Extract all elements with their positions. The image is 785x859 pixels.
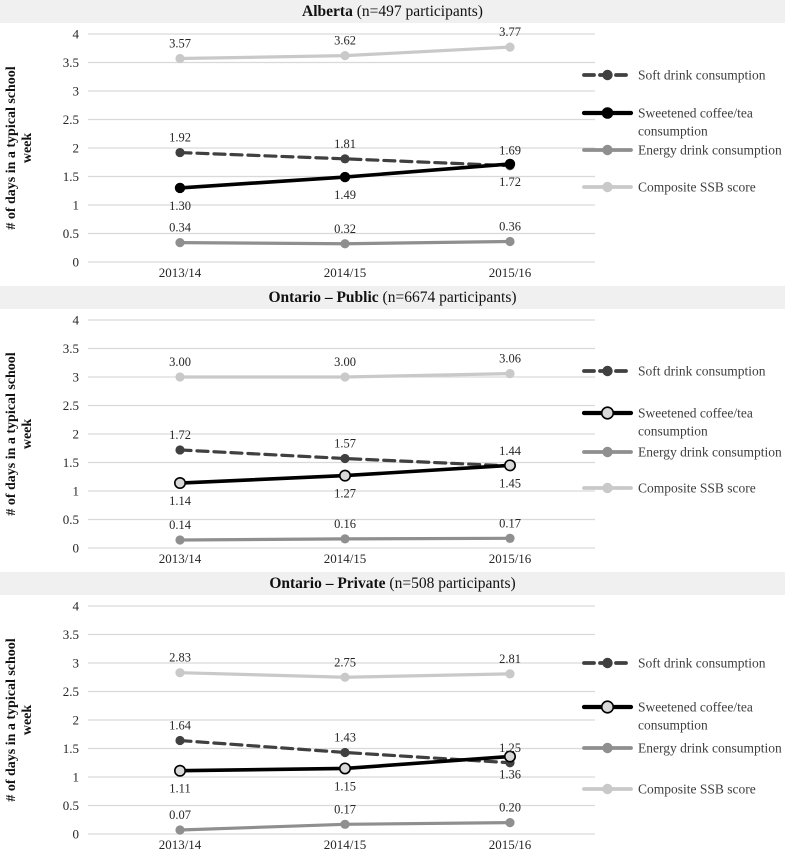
y-tick-label: 3 <box>72 655 79 671</box>
data-point-coffee_tea <box>505 460 515 470</box>
y-tick-label: 2 <box>72 426 79 442</box>
y-axis-title-line2: week <box>20 418 35 450</box>
data-label-coffee_tea: 1.27 <box>334 486 356 501</box>
chart-title-region: Alberta <box>302 3 353 20</box>
data-label-coffee_tea: 1.45 <box>499 476 521 491</box>
data-point-composite_ssb <box>175 668 184 677</box>
x-tick-label: 2013/14 <box>158 551 202 566</box>
x-tick-label: 2014/15 <box>323 837 367 852</box>
y-tick-label: 1.5 <box>62 169 79 184</box>
data-label-soft_drink: 1.44 <box>499 443 521 458</box>
y-axis-title-line2: week <box>20 132 35 164</box>
y-tick-label: 1.5 <box>62 741 79 756</box>
data-point-coffee_tea <box>340 470 350 480</box>
data-point-composite_ssb <box>340 51 349 60</box>
legend-label-soft_drink: Soft drink consumption <box>638 67 766 83</box>
data-point-coffee_tea <box>340 172 350 182</box>
legend-label-composite_ssb: Composite SSB score <box>638 781 756 797</box>
legend-marker-soft_drink <box>602 366 612 376</box>
x-tick-label: 2013/14 <box>158 265 202 280</box>
data-point-energy_drink <box>175 238 184 247</box>
y-tick-label: 3 <box>72 369 79 385</box>
data-point-composite_ssb <box>505 669 514 678</box>
data-label-coffee_tea: 1.30 <box>169 198 191 213</box>
legend-label-composite_ssb: Composite SSB score <box>638 179 756 195</box>
y-axis-title-line1: # of days in a typical school <box>4 352 19 516</box>
y-axis-title-line1: # of days in a typical school <box>4 66 19 230</box>
data-point-composite_ssb <box>340 673 349 682</box>
legend-marker-coffee_tea <box>602 107 614 119</box>
legend-marker-composite_ssb <box>602 182 612 192</box>
x-tick-label: 2015/16 <box>488 837 532 852</box>
y-tick-label: 1 <box>72 197 79 213</box>
y-tick-label: 0 <box>72 254 79 270</box>
y-tick-label: 3.5 <box>62 55 79 70</box>
data-point-energy_drink <box>175 535 184 544</box>
chart-section-alberta <box>0 0 785 286</box>
data-point-composite_ssb <box>505 43 514 52</box>
chart-title-region: Ontario – Private <box>269 575 386 592</box>
chart-title-sample: (n=508 participants) <box>385 575 516 592</box>
data-label-composite_ssb: 3.06 <box>499 351 521 366</box>
y-tick-label: 3.5 <box>62 627 79 642</box>
data-point-soft_drink <box>340 154 349 163</box>
data-label-energy_drink: 0.16 <box>334 516 356 531</box>
data-label-composite_ssb: 3.00 <box>334 355 356 369</box>
x-tick-label: 2014/15 <box>323 551 367 566</box>
data-label-composite_ssb: 3.00 <box>169 355 191 369</box>
data-point-coffee_tea <box>340 763 350 773</box>
data-point-composite_ssb <box>340 372 349 381</box>
chart-section-ontario-private <box>0 572 785 858</box>
x-tick-label: 2013/14 <box>158 837 202 852</box>
data-point-energy_drink <box>505 534 514 543</box>
chart-title-sample: (n=497 participants) <box>352 3 483 20</box>
chart-title-region: Ontario – Public <box>268 289 379 306</box>
y-tick-label: 4 <box>72 598 79 614</box>
legend-label-coffee_tea: consumption <box>638 423 708 439</box>
chart-title <box>0 572 785 595</box>
y-tick-label: 0.5 <box>62 798 79 813</box>
legend-label-coffee_tea: consumption <box>638 717 708 733</box>
data-label-composite_ssb: 2.83 <box>169 650 191 665</box>
data-label-soft_drink: 1.92 <box>169 130 191 145</box>
y-tick-label: 2.5 <box>62 684 79 699</box>
data-point-energy_drink <box>340 239 349 248</box>
data-label-coffee_tea: 1.14 <box>169 494 191 509</box>
data-point-soft_drink <box>340 454 349 463</box>
y-tick-label: 0 <box>72 540 79 556</box>
legend-marker-coffee_tea <box>602 701 614 713</box>
data-point-coffee_tea <box>175 766 185 776</box>
data-label-composite_ssb: 3.57 <box>169 36 191 51</box>
legend-marker-coffee_tea <box>602 407 614 419</box>
data-label-soft_drink: 1.64 <box>169 718 191 733</box>
legend-label-soft_drink: Soft drink consumption <box>638 655 766 671</box>
y-axis-title-line1: # of days in a typical school <box>4 638 19 802</box>
legend-marker-soft_drink <box>602 658 612 668</box>
y-tick-label: 1 <box>72 769 79 785</box>
data-label-composite_ssb: 2.75 <box>334 655 356 670</box>
chart-title <box>0 0 785 23</box>
chart-title <box>0 286 785 309</box>
data-label-energy_drink: 0.36 <box>499 219 521 234</box>
data-point-coffee_tea <box>175 478 185 488</box>
line-chart-ontario-private <box>0 595 785 858</box>
line-chart-ontario-public <box>0 309 785 572</box>
legend-marker-energy_drink <box>602 145 612 155</box>
data-label-soft_drink: 1.57 <box>334 436 356 451</box>
data-label-composite_ssb: 3.62 <box>334 33 356 48</box>
chart-section-ontario-public <box>0 286 785 572</box>
legend-label-coffee_tea: Sweetened coffee/tea <box>638 405 753 421</box>
legend-marker-energy_drink <box>602 743 612 753</box>
legend-label-coffee_tea: Sweetened coffee/tea <box>638 105 753 121</box>
y-tick-label: 4 <box>72 26 79 42</box>
data-label-coffee_tea: 1.36 <box>499 767 521 782</box>
y-tick-label: 4 <box>72 312 79 328</box>
y-tick-label: 2.5 <box>62 398 79 413</box>
data-point-soft_drink <box>340 748 349 757</box>
data-point-energy_drink <box>340 534 349 543</box>
y-tick-label: 2 <box>72 712 79 728</box>
data-label-energy_drink: 0.17 <box>499 516 521 531</box>
data-point-soft_drink <box>175 148 184 157</box>
data-point-soft_drink <box>175 445 184 454</box>
data-point-energy_drink <box>505 818 514 827</box>
legend-label-coffee_tea: Sweetened coffee/tea <box>638 699 753 715</box>
data-label-energy_drink: 0.34 <box>169 220 191 235</box>
data-label-energy_drink: 0.07 <box>169 808 191 823</box>
data-point-composite_ssb <box>175 54 184 63</box>
data-label-energy_drink: 0.32 <box>334 221 356 236</box>
data-label-composite_ssb: 3.77 <box>499 25 521 40</box>
data-point-soft_drink <box>175 736 184 745</box>
data-label-coffee_tea: 1.49 <box>334 188 356 203</box>
data-label-coffee_tea: 1.15 <box>334 779 356 794</box>
data-point-composite_ssb <box>505 369 514 378</box>
legend-marker-composite_ssb <box>602 483 612 493</box>
x-tick-label: 2015/16 <box>488 551 532 566</box>
data-point-energy_drink <box>505 237 514 246</box>
y-tick-label: 0.5 <box>62 512 79 527</box>
data-label-soft_drink: 1.69 <box>499 143 521 158</box>
chart-title-sample: (n=6674 participants) <box>378 289 517 306</box>
data-point-energy_drink <box>340 820 349 829</box>
data-label-soft_drink: 1.72 <box>169 427 191 442</box>
data-point-composite_ssb <box>175 372 184 381</box>
data-point-energy_drink <box>175 825 184 834</box>
legend-label-soft_drink: Soft drink consumption <box>638 363 766 379</box>
legend-marker-energy_drink <box>602 447 612 457</box>
x-tick-label: 2015/16 <box>488 265 532 280</box>
y-tick-label: 1.5 <box>62 455 79 470</box>
y-tick-label: 2 <box>72 140 79 156</box>
legend-label-energy_drink: Energy drink consumption <box>638 444 782 460</box>
data-label-energy_drink: 0.20 <box>499 800 521 815</box>
data-point-coffee_tea <box>175 183 185 193</box>
legend-marker-soft_drink <box>602 70 612 80</box>
data-label-soft_drink: 1.43 <box>334 730 356 745</box>
y-axis-title-line2: week <box>20 704 35 736</box>
data-point-coffee_tea <box>505 159 515 169</box>
y-tick-label: 1 <box>72 483 79 499</box>
data-label-coffee_tea: 1.11 <box>169 781 191 796</box>
legend-marker-composite_ssb <box>602 784 612 794</box>
legend-label-energy_drink: Energy drink consumption <box>638 740 782 756</box>
data-label-coffee_tea: 1.72 <box>499 174 521 189</box>
legend-label-composite_ssb: Composite SSB score <box>638 480 756 496</box>
data-label-soft_drink: 1.81 <box>334 136 356 151</box>
data-label-soft_drink: 1.25 <box>499 740 521 755</box>
legend-label-energy_drink: Energy drink consumption <box>638 142 782 158</box>
legend-label-coffee_tea: consumption <box>638 123 708 139</box>
x-tick-label: 2014/15 <box>323 265 367 280</box>
y-tick-label: 3.5 <box>62 341 79 356</box>
data-label-energy_drink: 0.17 <box>334 802 356 817</box>
y-tick-label: 0 <box>72 826 79 842</box>
y-tick-label: 2.5 <box>62 112 79 127</box>
data-label-composite_ssb: 2.81 <box>499 651 521 666</box>
y-tick-label: 3 <box>72 83 79 99</box>
data-label-energy_drink: 0.14 <box>169 518 191 533</box>
y-tick-label: 0.5 <box>62 226 79 241</box>
line-chart-alberta <box>0 23 785 286</box>
